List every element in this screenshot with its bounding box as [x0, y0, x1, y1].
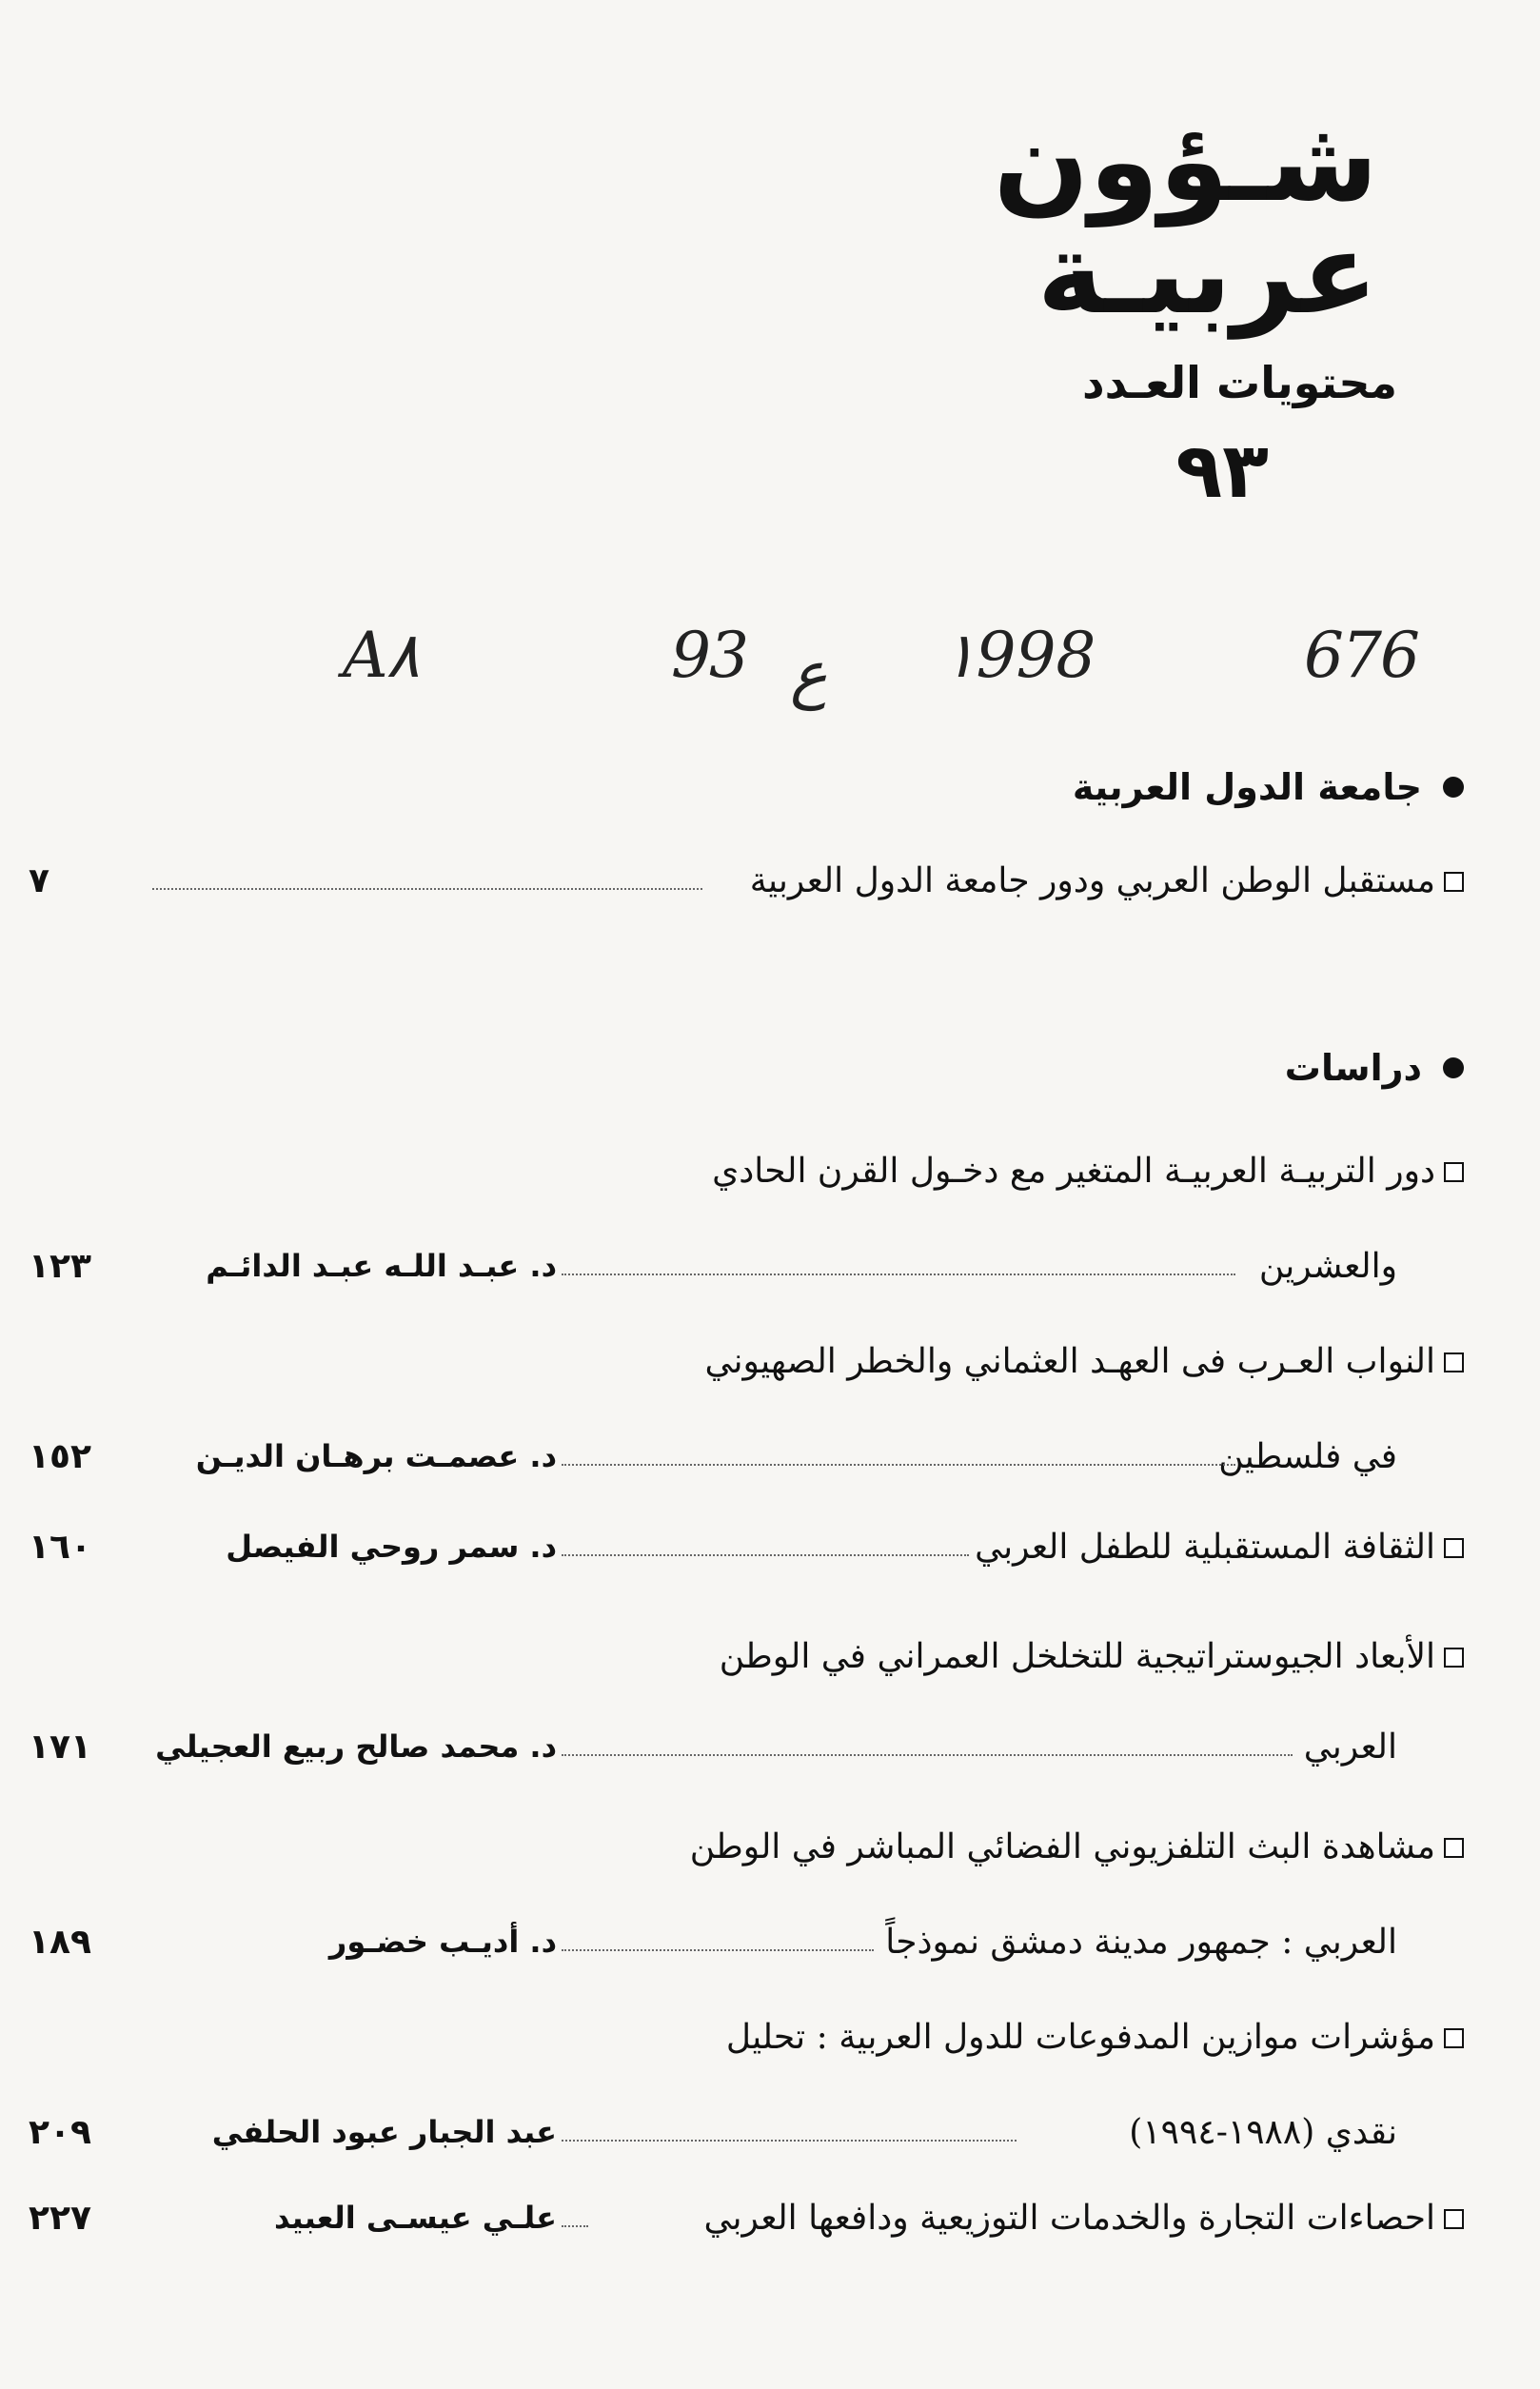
leader-dots	[562, 1273, 1235, 1275]
entry-page: ٧	[29, 860, 49, 900]
toc-entry[interactable]	[0, 1818, 1540, 1875]
entry-title: النواب العـرب فى العهـد العثماني والخطر الصهيوني	[704, 1341, 1435, 1381]
entry-page: ٢٠٩	[29, 2112, 91, 2152]
entry-title: احصاءات التجارة والخدمات التوزيعية ودافعها العربي	[703, 2198, 1435, 2238]
toc-entry[interactable]	[0, 1518, 1540, 1575]
entry-page: ١٢٣	[29, 1246, 91, 1286]
checkbox-icon	[1444, 2028, 1464, 2048]
checkbox-icon	[1444, 2209, 1464, 2229]
leader-dots	[562, 1464, 1235, 1466]
toc-entry[interactable]	[0, 1142, 1540, 1199]
bullet-icon	[1443, 777, 1464, 798]
entry-page: ١٧١	[29, 1727, 91, 1767]
entry-title: نقدي (١٩٨٨-١٩٩٤)	[1129, 2112, 1397, 2152]
toc-entry-continuation[interactable]	[0, 1237, 1540, 1294]
handwritten-note-a: A٨	[343, 619, 421, 692]
section-heading-label: جامعة الدول العربية	[1072, 766, 1422, 808]
entry-page: ١٥٢	[29, 1436, 91, 1476]
leader-dots	[152, 888, 702, 890]
entry-title: دور التربيـة العربيـة المتغير مع دخـول القرن الحادي	[712, 1151, 1435, 1191]
handwritten-note-d: ١998	[942, 619, 1096, 692]
entry-author: د. سمر روحي الفيصل	[226, 1529, 557, 1565]
entry-author: علـي عيسـى العبيد	[274, 2200, 557, 2236]
entry-author: د. أديـب خضـور	[328, 1924, 557, 1960]
checkbox-icon	[1444, 1838, 1464, 1858]
leader-dots	[562, 1554, 969, 1556]
toc-entry-continuation[interactable]	[0, 2103, 1540, 2161]
checkbox-icon	[1444, 872, 1464, 892]
logo-line-1: شـؤون	[993, 95, 1378, 227]
entry-title: الثقافة المستقبلية للطفل العربي	[975, 1527, 1435, 1567]
leader-dots	[562, 1949, 874, 1951]
leader-dots	[562, 2225, 588, 2227]
checkbox-icon	[1444, 1162, 1464, 1182]
toc-entry[interactable]	[0, 852, 1540, 909]
entry-title: العربي	[1303, 1727, 1397, 1767]
toc-entry[interactable]	[0, 1628, 1540, 1685]
leader-dots	[562, 2140, 1017, 2142]
toc-entry[interactable]	[0, 2189, 1540, 2246]
entry-author: د. عبـد اللـه عبـد الدائـم	[206, 1248, 557, 1284]
toc-title: محتويات العـدد	[1082, 357, 1397, 408]
entry-title: مستقبل الوطن العربي ودور جامعة الدول العربية	[749, 860, 1435, 900]
entry-author: عبد الجبار عبود الحلفي	[211, 2114, 557, 2150]
entry-title: مشاهدة البث التلفزيوني الفضائي المباشر في الوطن	[689, 1826, 1435, 1866]
logo-line-2: عربيـة	[1037, 207, 1378, 339]
checkbox-icon	[1444, 1352, 1464, 1372]
entry-page: ٢٢٧	[29, 2198, 91, 2238]
toc-entry[interactable]	[0, 2008, 1540, 2065]
toc-entry[interactable]	[0, 1333, 1540, 1390]
handwritten-note-e: 676	[1304, 619, 1418, 692]
toc-entry-continuation[interactable]	[0, 1428, 1540, 1485]
entry-title: والعشرين	[1258, 1246, 1397, 1286]
checkbox-icon	[1444, 1648, 1464, 1668]
entry-title: الأبعاد الجيوستراتيجية للتخلخل العمراني في الوطن	[719, 1636, 1435, 1676]
leader-dots	[562, 1754, 1293, 1756]
checkbox-icon	[1444, 1538, 1464, 1558]
handwritten-note-b: 93	[671, 619, 747, 692]
entry-page: ١٦٠	[29, 1527, 91, 1567]
entry-author: د. عصمـت برهـان الديـن	[195, 1438, 557, 1474]
entry-title: العربي : جمهور مدينة دمشق نموذجاً	[885, 1922, 1397, 1962]
toc-entry-continuation[interactable]	[0, 1913, 1540, 1970]
handwritten-note-c: ع	[790, 638, 828, 711]
section-heading-label: دراسات	[1284, 1047, 1422, 1089]
magazine-logo	[993, 95, 1378, 339]
section-heading-arab-league	[1073, 766, 1464, 808]
issue-number: ٩٣	[1175, 426, 1269, 515]
entry-title: مؤشرات موازين المدفوعات للدول العربية : تحليل	[725, 2017, 1435, 2057]
toc-entry-continuation[interactable]	[0, 1718, 1540, 1775]
bullet-icon	[1443, 1057, 1464, 1078]
entry-title: في فلسطين	[1218, 1436, 1397, 1476]
section-heading-studies	[1285, 1047, 1464, 1089]
entry-author: د. محمد صالح ربيع العجيلي	[155, 1728, 557, 1765]
entry-page: ١٨٩	[29, 1922, 91, 1962]
